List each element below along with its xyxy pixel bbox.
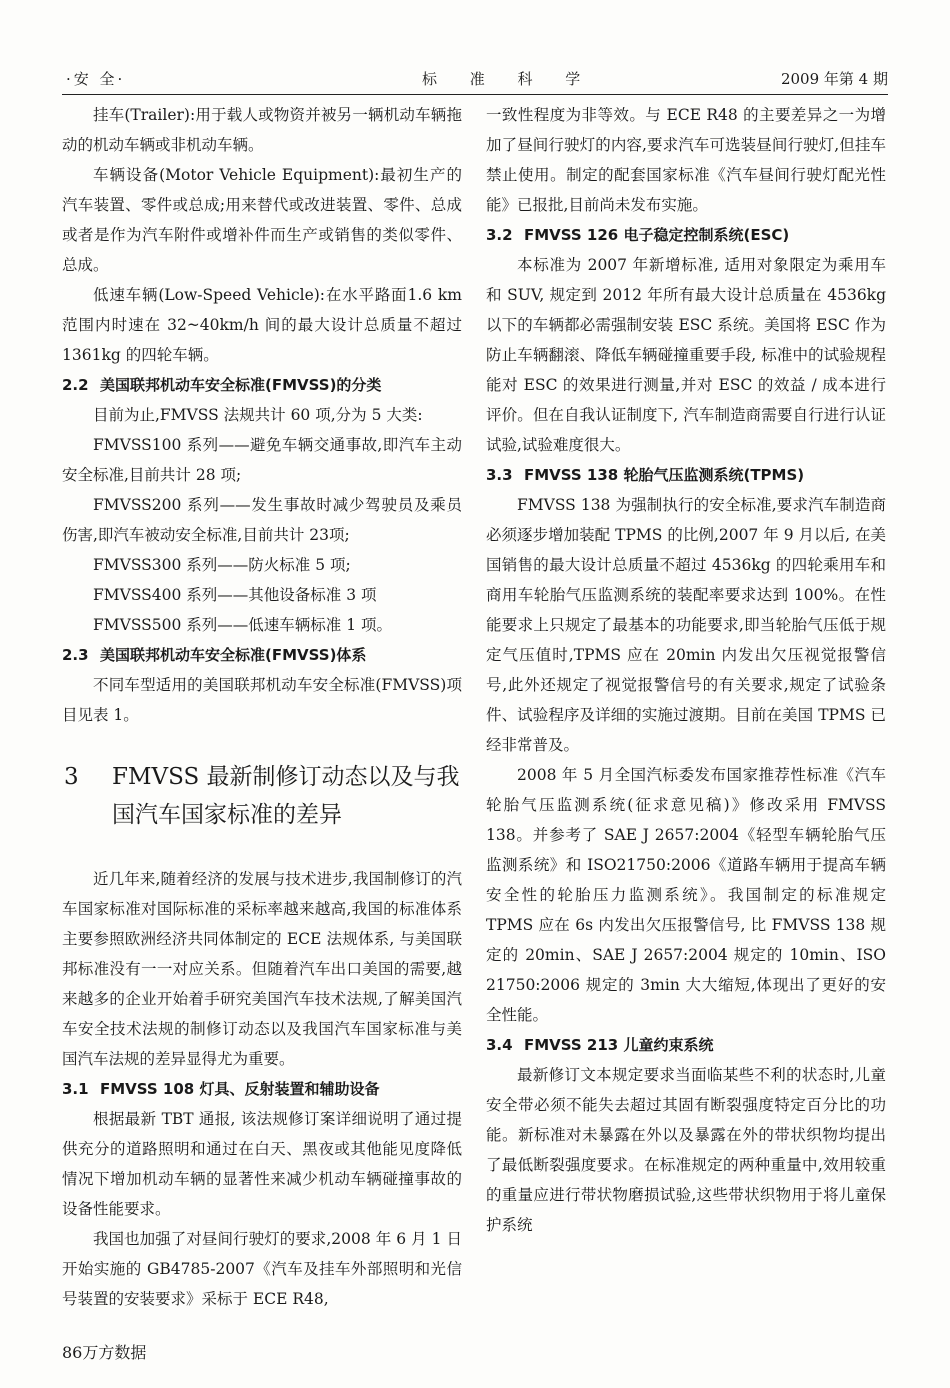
paragraph: 低速车辆(Low-Speed Vehicle):在水平路面1.6 km 范围内时速在 32~40km/h 间的最大设计总质量不超过 1361kg 的四轮车辆。 [62, 286, 462, 364]
subsection-number: 3.2 [486, 226, 513, 244]
subsection-heading [62, 640, 462, 670]
left-column [62, 100, 462, 1314]
paragraph: 近几年来,随着经济的发展与技术进步,我国制修订的汽车国家标准对国际标准的采标率越来越高,我国的标准体系主要参照欧洲经济共同体制定的 ECE 法规体系, 与美国联邦标准没有一一对应关系。但随着汽车出口美国的需要,越来越多的企业开始着手研究美国汽车技术法规,了解美国汽车安全技术法规的制修订动态以及我国汽车国家标准与美国汽车法规的差异显得尤为重要。 [62, 870, 462, 1068]
subsection-title: FMVSS 138 轮胎气压监测系统(TPMS) [524, 466, 805, 484]
subsection-title: FMVSS 213 儿童约束系统 [524, 1036, 714, 1054]
paragraph: FMVSS200 系列——发生事故时减少驾驶员及乘员伤害,即汽车被动安全标准,目前共计 23项; [62, 496, 462, 544]
right-column [486, 100, 886, 1240]
subsection-number: 3.4 [486, 1036, 513, 1054]
subsection-number: 3.3 [486, 466, 513, 484]
subsection-heading [486, 220, 886, 250]
section-title: FMVSS 最新制修订动态以及与我国汽车国家标准的差异 [112, 764, 460, 828]
paragraph: 最新修订文本规定要求当面临某些不利的状态时,儿童安全带必须不能失去超过其固有断裂强度特定百分比的功能。新标准对未暴露在外以及暴露在外的带状织物均提出了最低断裂强度要求。在标准规定的两种重量中,效用较重的重量应进行带状物磨损试验,这些带状织物用于将儿童保护系统 [486, 1066, 886, 1234]
paragraph: FMVSS 138 为强制执行的安全标准,要求汽车制造商必须逐步增加装配 TPMS 的比例,2007 年 9 月以后, 在美国销售的最大设计总质量不超过 4536kg 的四轮乘用车和商用车轮胎气压监测系统的装配率要求达到 100%。在性能要求上只规定了最基本的功能要求,即当轮胎气压低于规定气压值时,TPMS 应在 20min 内发出欠压视觉报警信号,此外还规定了视觉报警信号的有关要求,规定了试验条件、试验程序及详细的实施过渡期。目前在美国 TPMS 已经非常普及。 [486, 496, 886, 754]
subsection-number: 2.2 [62, 376, 89, 394]
section-heading [62, 758, 462, 834]
running-header [62, 64, 888, 95]
paragraph: FMVSS100 系列——避免车辆交通事故,即汽车主动安全标准,目前共计 28 项; [62, 436, 462, 484]
paragraph: 目前为止,FMVSS 法规共计 60 项,分为 5 大类: [93, 406, 423, 424]
paragraph: 本标准为 2007 年新增标准, 适用对象限定为乘用车和 SUV, 规定到 2012 年所有最大设计总质量在 4536kg 以下的车辆都必需强制安装 ESC 系统。美国将 ESC 作为防止车辆翻滚、降低车辆碰撞重要手段, 标准中的试验规程能对 ESC 的效果进行测量,并对 ESC 的效益 / 成本进行评价。但在自我认证制度下, 汽车制造商需要自行进行认证试验,试验难度很大。 [486, 256, 886, 454]
header-issue: 2009 年第 4 期 [780, 70, 888, 88]
subsection-heading [62, 370, 462, 400]
subsection-heading [486, 460, 886, 490]
subsection-title: 美国联邦机动车安全标准(FMVSS)的分类 [100, 376, 382, 394]
header-section: ·安 全· [66, 70, 126, 88]
subsection-title: FMVSS 108 灯具、反射装置和辅助设备 [100, 1080, 380, 1098]
page-number: 86万方数据 [62, 1343, 147, 1362]
subsection-title: 美国联邦机动车安全标准(FMVSS)体系 [100, 646, 367, 664]
paragraph: 车辆设备(Motor Vehicle Equipment):最初生产的汽车装置、零件或总成;用来替代或改进装置、零件、总成或者是作为汽车附件或增补件而生产或销售的类似零件、总成。 [62, 166, 462, 274]
paragraph: 根据最新 TBT 通报, 该法规修订案详细说明了通过提供充分的道路照明和通过在白天、黑夜或其他能见度降低情况下增加机动车辆的显著性来减少机动车辆碰撞事故的设备性能要求。 [62, 1110, 462, 1218]
subsection-title: FMVSS 126 电子稳定控制系统(ESC) [524, 226, 790, 244]
subsection-number: 3.1 [62, 1080, 89, 1098]
header-journal: 标 准 科 学 [422, 70, 595, 88]
paragraph: FMVSS400 系列——其他设备标准 3 项 [93, 586, 377, 604]
subsection-heading [486, 1030, 886, 1060]
subsection-heading [62, 1074, 462, 1104]
section-number: 3 [64, 764, 79, 790]
paragraph: 挂车(Trailer):用于载人或物资并被另一辆机动车辆拖动的机动车辆或非机动车辆。 [62, 106, 462, 154]
paragraph: 不同车型适用的美国联邦机动车安全标准(FMVSS)项目见表 1。 [62, 676, 462, 724]
paragraph: 2008 年 5 月全国汽标委发布国家推荐性标准《汽车轮胎气压监测系统(征求意见稿)》修改采用 FMVSS 138。并参考了 SAE J 2657:2004《轻型车辆轮胎气压监测系统》和 ISO21750:2006《道路车辆用于提高车辆安全性的轮胎压力监测系统》。我国制定的标准规定 TPMS 应在 6s 内发出欠压报警信号, 比 FMVSS 138 规定的 20min、SAE J 2657:2004 规定的 10min、ISO 21750:2006 规定的 3min 大大缩短,体现出了更好的安全性能。 [486, 766, 886, 1024]
subsection-number: 2.3 [62, 646, 89, 664]
paragraph: 我国也加强了对昼间行驶灯的要求,2008 年 6 月 1 日开始实施的 GB4785-2007《汽车及挂车外部照明和光信号装置的安装要求》采标于 ECE R48, [62, 1230, 462, 1308]
paragraph: FMVSS300 系列——防火标准 5 项; [93, 556, 351, 574]
paragraph: FMVSS500 系列——低速车辆标准 1 项。 [93, 616, 393, 634]
paragraph: 一致性程度为非等效。与 ECE R48 的主要差异之一为增加了昼间行驶灯的内容,要求汽车可选装昼间行驶灯,但挂车禁止使用。制定的配套国家标准《汽车昼间行驶灯配光性能》已报批,目前尚未发布实施。 [486, 106, 886, 214]
